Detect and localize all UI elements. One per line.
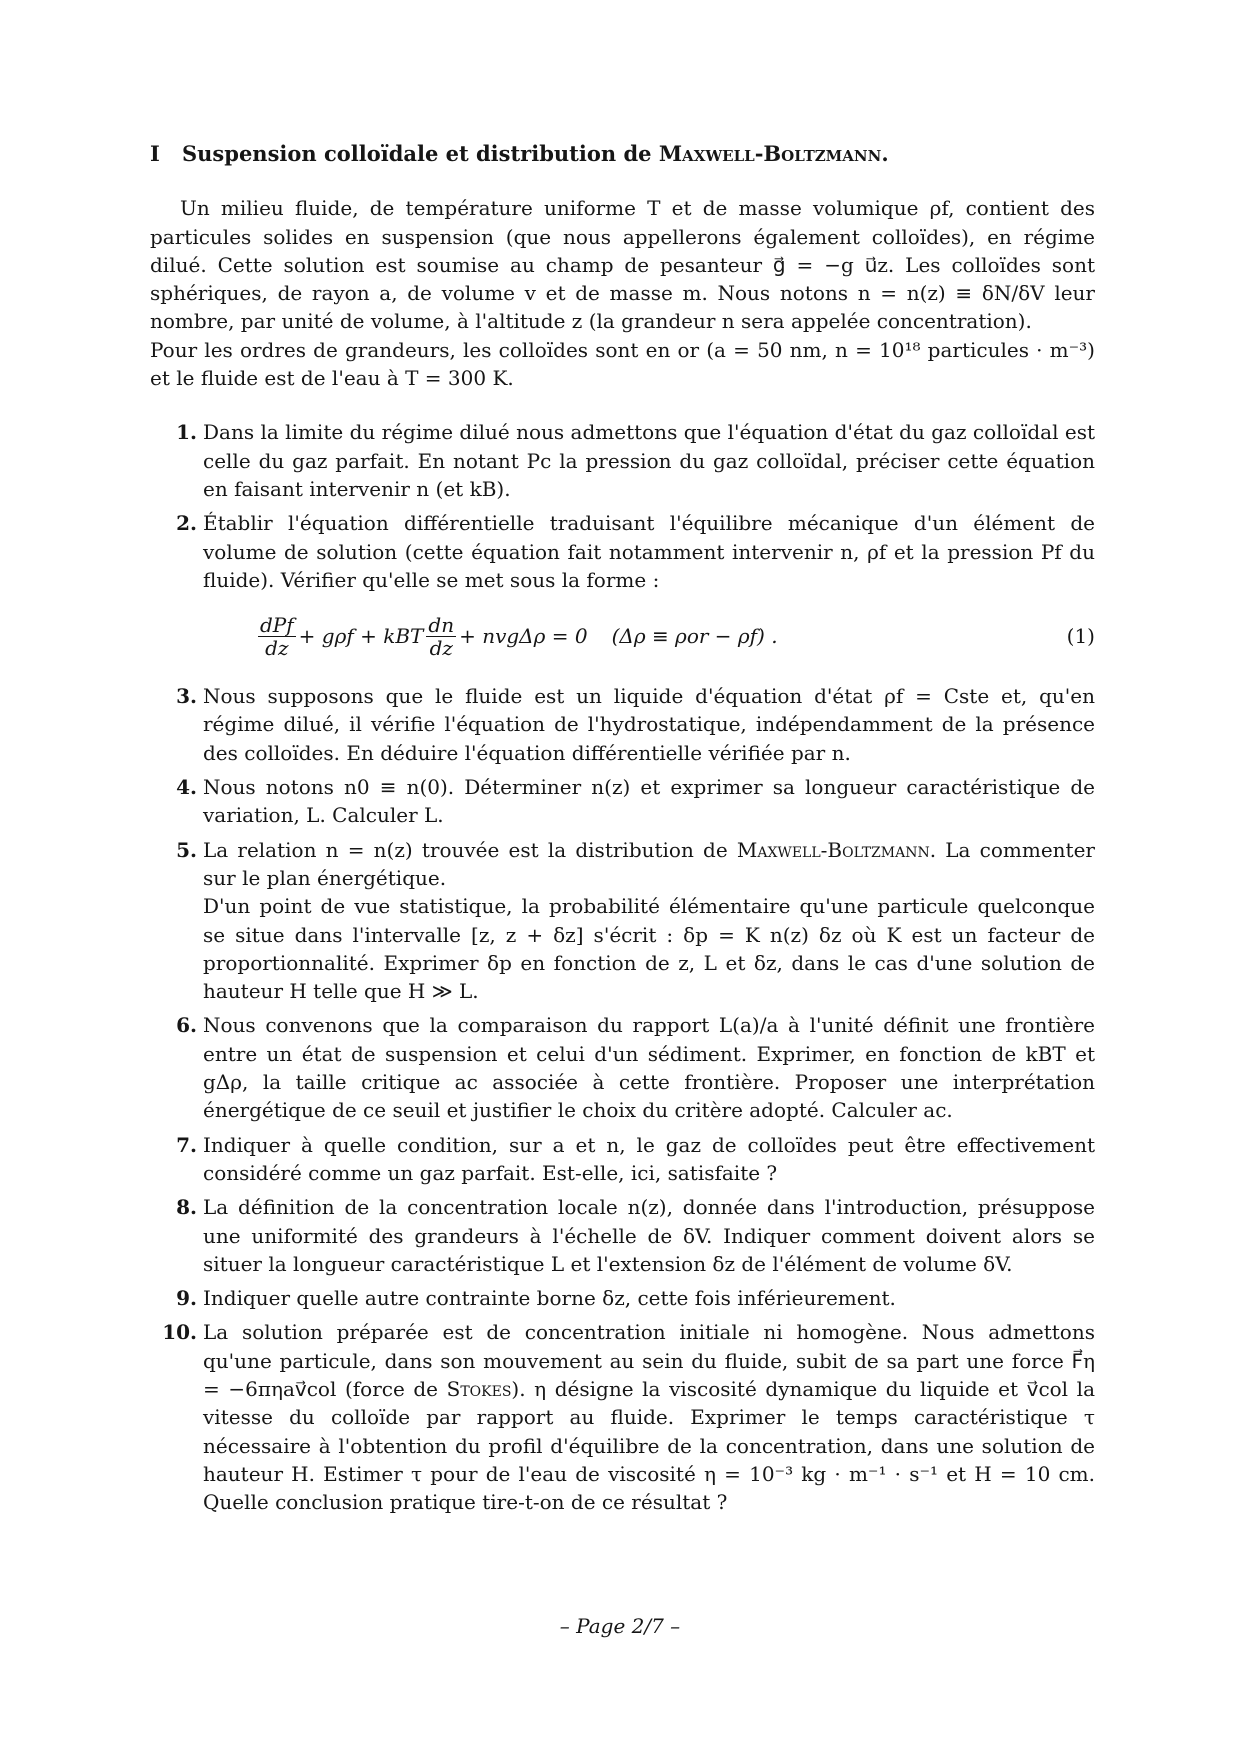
equation-body: [255, 614, 778, 659]
question-item: [150, 418, 1095, 503]
question-text: Nous convenons que la comparaison du rapport L(a)/a à l'unité définit une frontière entre un état de suspension et celui d'un sédiment. Exprimer, en fonction de kBT et gΔρ, la taille critique ac associée à cette frontière. Proposer une interprétation énergétique de ce seuil et justifier le choix du critère adopté. Calculer ac.: [203, 1013, 1095, 1123]
question-text: Nous notons n0 ≡ n(0). Déterminer n(z) et exprimer sa longueur caractéristique de variation, L. Calculer L.: [203, 775, 1095, 828]
fraction-denominator: dz: [429, 635, 453, 660]
introduction: [150, 194, 1095, 392]
question-text: Indiquer quelle autre contrainte borne δz, cette fois inférieurement.: [203, 1286, 896, 1311]
equation-middle-terms: + gρf + kBT: [298, 624, 424, 648]
question-number: 2.: [176, 511, 197, 536]
intro-paragraph-2: Pour les ordres de grandeurs, les colloïdes sont en or (a = 50 nm, n = 10¹⁸ particules · m⁻³) et le fluide est de l'eau à T = 300 K.: [150, 337, 1095, 391]
fraction-numerator: dn: [428, 612, 455, 637]
question-text: La définition de la concentration locale n(z), donnée dans l'introduction, présuppose une uniformité des grandeurs à l'échelle de δV. Indiquer comment doivent alors se situer la longueur caractéristique L et l'extension δz de l'élément de volume δV.: [203, 1195, 1095, 1276]
question-item: [150, 1011, 1095, 1124]
equation-condition: (Δρ ≡ ρor − ρf) .: [611, 624, 778, 648]
equation-label: (1): [1066, 624, 1095, 648]
question-text-part: ). η désigne la viscosité dynamique du liquide et v⃗col la vitesse du colloïde par rapport au fluide. Exprimer le temps caractéristique τ nécessaire à l'obtention du profil d'équilibre de la concentration, dans une solution de hauteur H. Estimer τ pour de l'eau de viscosité η = 10⁻³ kg · m⁻¹ · s⁻¹ et H = 10 cm. Quelle conclusion pratique tire-t-on de ce résultat ?: [203, 1376, 1095, 1515]
question-text: Indiquer à quelle condition, sur a et n, le gaz de colloïdes peut être effectivement considéré comme un gaz parfait. Est-elle, ici, satisfaite ?: [203, 1132, 1095, 1185]
question-number: 3.: [176, 684, 197, 709]
author-names: Maxwell-Boltzmann: [736, 837, 930, 862]
question-text: [203, 836, 1095, 893]
question-number: 5.: [176, 837, 197, 862]
question-item: [150, 509, 1095, 676]
question-number: 1.: [176, 420, 197, 445]
question-item: [150, 773, 1095, 830]
question-item: [150, 1131, 1095, 1188]
fraction-dpf-dz: [258, 614, 296, 659]
author-names: Stokes: [446, 1376, 512, 1401]
question-item: [150, 836, 1095, 1006]
question-text-part: La relation n = n(z) trouvée est la distribution de: [203, 837, 728, 862]
question-item: [150, 682, 1095, 767]
intro-paragraph-1: Un milieu fluide, de température uniforme T et de masse volumique ρf, contient des particules solides en suspension (que nous appellerons également colloïdes), en régime dilué. Cette solution est soumise au champ de pesanteur g⃗ = −g u⃗z. Les colloïdes sont sphériques, de rayon a, de volume v et de masse m. Nous notons n = n(z) ≡ δN/δV leur nombre, par unité de volume, à l'altitude z (la grandeur n sera appelée concentration).: [150, 196, 1095, 334]
question-number: 10.: [162, 1320, 197, 1345]
question-number: 4.: [176, 775, 197, 800]
page-footer: – Page 2/7 –: [559, 1614, 681, 1638]
question-list: [150, 418, 1095, 1516]
question-number: 6.: [176, 1013, 197, 1038]
question-item: [150, 1284, 1095, 1312]
fraction-denominator: dz: [265, 635, 289, 660]
question-number: 8.: [176, 1195, 197, 1220]
section-heading: [150, 140, 1095, 168]
question-text: [203, 1318, 1095, 1516]
section-title: [182, 140, 889, 168]
question-text: Nous supposons que le fluide est un liquide d'équation d'état ρf = Cste et, qu'en régime dilué, il vérifie l'équation de l'hydrostatique, indépendamment de la présence des colloïdes. En déduire l'équation différentielle vérifiée par n.: [203, 684, 1095, 765]
question-text-continued: D'un point de vue statistique, la probabilité élémentaire qu'une particule quelconque se situe dans l'intervalle [z, z + δz] s'écrit : δp = K n(z) δz où K est un facteur de proportionnalité. Exprimer δp en fonction de z, L et δz, dans le cas d'une solution de hauteur H telle que H ≫ L.: [203, 894, 1095, 1004]
question-text-part: La solution préparée est de concentration initiale ni homogène. Nous admettons qu'une particule, dans son mouvement au sein du fluide, subit de sa part une force F⃗η = −6πηav⃗col (force de: [203, 1320, 1095, 1401]
equation-1: [203, 608, 1095, 664]
fraction-numerator: dPf: [260, 612, 294, 637]
question-text: Dans la limite du régime dilué nous admettons que l'équation d'état du gaz colloïdal est celle du gaz parfait. En notant Pc la pression du gaz colloïdal, préciser cette équation en faisant intervenir n (et kB).: [203, 420, 1095, 501]
question-item: [150, 1318, 1095, 1516]
equation-rest: + nvgΔρ = 0: [459, 624, 588, 648]
question-item: [150, 1193, 1095, 1278]
question-number: 9.: [176, 1286, 197, 1311]
section-title-names: Maxwell-Boltzmann.: [658, 141, 889, 166]
question-text: Établir l'équation différentielle traduisant l'équilibre mécanique d'un élément de volume de solution (cette équation fait notamment intervenir n, ρf et la pression Pf du fluide). Vérifier qu'elle se met sous la forme :: [203, 511, 1095, 592]
question-text-part: . La commenter sur le plan énergétique.: [203, 837, 1095, 890]
question-number: 7.: [176, 1132, 197, 1157]
section-number: I: [150, 141, 160, 166]
fraction-dn-dz: [426, 614, 456, 659]
section-title-text: Suspension colloïdale et distribution de: [182, 141, 652, 166]
